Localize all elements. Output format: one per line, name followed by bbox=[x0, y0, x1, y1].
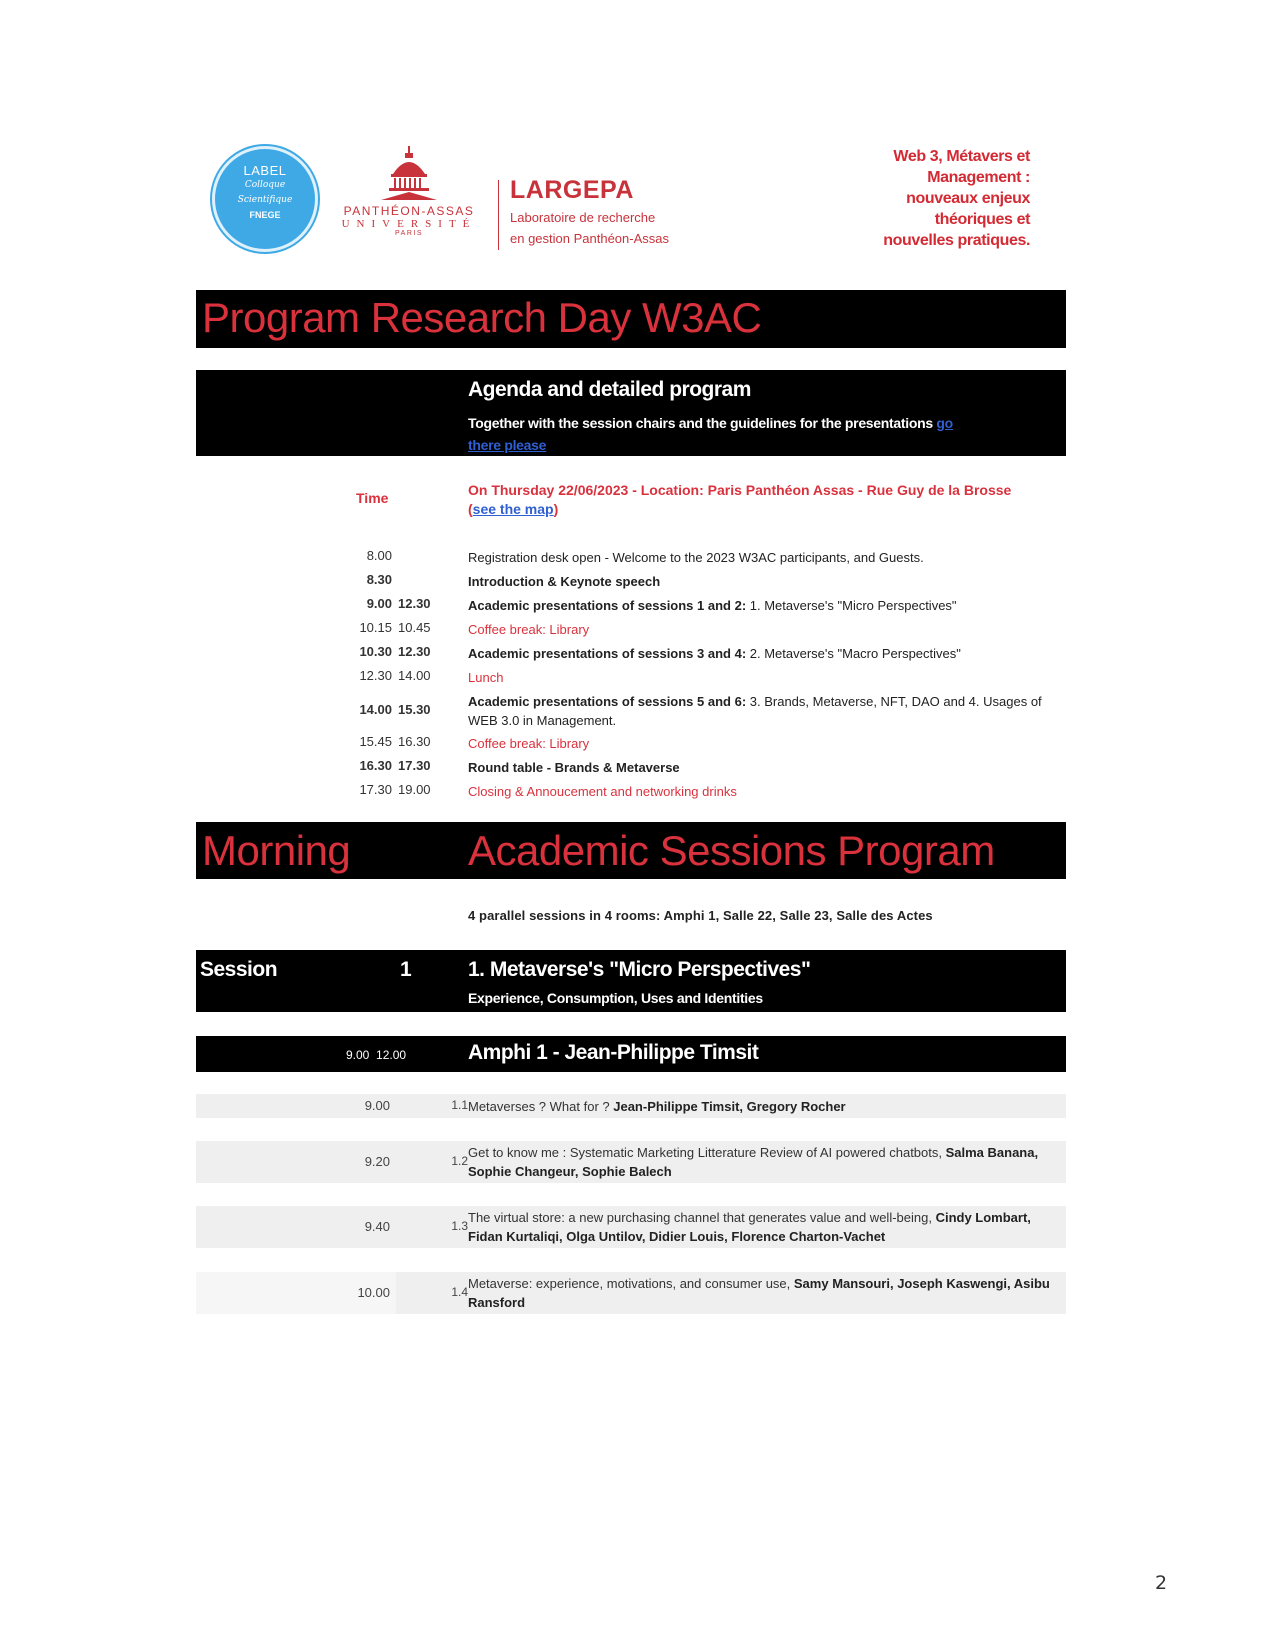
agenda-item-text: Coffee break: Library bbox=[468, 736, 590, 751]
presentation-row bbox=[196, 1272, 1066, 1314]
agenda-item-text: Lunch bbox=[468, 670, 504, 685]
end-time: 15.30 bbox=[398, 702, 431, 717]
agenda-item-text: Coffee break: Library bbox=[468, 622, 590, 637]
presentation-time: 10.00 bbox=[357, 1285, 390, 1300]
start-time: 16.30 bbox=[359, 758, 392, 773]
session-subtitle: Experience, Consumption, Uses and Identities bbox=[468, 990, 763, 1006]
agenda-description: Together with the session chairs and the guidelines for the presentations go there please bbox=[468, 415, 953, 453]
presentation-text: Metaverse: experience, motivations, and consumer use, Samy Mansouri, Joseph Kaswengi, Asibu Ransford bbox=[468, 1276, 1050, 1310]
session-title: 1. Metaverse's "Micro Perspectives" bbox=[468, 958, 811, 981]
agenda-item-text: Academic presentations of sessions 1 and 2: 1. Metaverse's "Micro Perspectives" bbox=[468, 598, 957, 613]
logo-divider bbox=[498, 180, 499, 250]
presentation-number: 1.1 bbox=[451, 1098, 468, 1112]
presentation-row bbox=[196, 1094, 1066, 1118]
session-number: 1 bbox=[400, 958, 412, 981]
start-time: 15.45 bbox=[359, 734, 392, 749]
agenda-header bbox=[196, 370, 1066, 456]
start-time: 17.30 bbox=[359, 782, 392, 797]
page-title: Program Research Day W3AC bbox=[202, 294, 762, 341]
start-time: 10.15 bbox=[359, 620, 392, 635]
start-time: 12.30 bbox=[359, 668, 392, 683]
presentation-number: 1.4 bbox=[451, 1285, 468, 1299]
start-time: 9.00 bbox=[366, 596, 392, 611]
room-name: Amphi 1 - Jean-Philippe Timsit bbox=[468, 1041, 759, 1064]
room-header bbox=[196, 1036, 1066, 1072]
end-time: 14.00 bbox=[398, 668, 431, 683]
morning-sessions-banner bbox=[196, 822, 1066, 879]
presentation-time: 9.40 bbox=[364, 1219, 390, 1234]
largepa-logo: LARGEPA Laboratoire de recherche en gestion Panthéon-Assas bbox=[510, 176, 669, 246]
room-time: 9.00 12.00 bbox=[346, 1048, 407, 1062]
start-time: 8.30 bbox=[366, 572, 392, 587]
academic-sessions-title: Academic Sessions Program bbox=[468, 827, 995, 874]
presentation-time: 9.00 bbox=[364, 1098, 390, 1113]
pantheon-dome-icon bbox=[379, 146, 439, 202]
parallel-sessions-note: 4 parallel sessions in 4 rooms: Amphi 1, Salle 22, Salle 23, Salle des Actes bbox=[468, 908, 933, 923]
conference-title: Web 3, Métavers et Management : nouveaux enjeux théoriques et nouvelles pratiques. bbox=[883, 148, 1030, 249]
end-time: 16.30 bbox=[398, 734, 431, 749]
presentation-row bbox=[196, 1141, 1066, 1183]
page-number: 2 bbox=[1155, 1572, 1168, 1594]
end-time: 17.30 bbox=[398, 758, 431, 773]
presentation-text: Metaverses ? What for ? Jean-Philippe Timsit, Gregory Rocher bbox=[468, 1099, 846, 1114]
end-time: 12.30 bbox=[398, 596, 431, 611]
guidelines-link-continued[interactable]: there please bbox=[468, 437, 547, 453]
start-time: 8.00 bbox=[366, 548, 392, 563]
guidelines-link[interactable]: go bbox=[936, 415, 953, 431]
time-column-header: Time bbox=[356, 490, 389, 506]
agenda-title: Agenda and detailed program bbox=[468, 378, 751, 401]
session-label: Session bbox=[200, 958, 278, 981]
pantheon-assas-logo: PANTHÉON-ASSAS UNIVERSITÉ PARIS bbox=[338, 146, 480, 237]
agenda-item-text: Closing & Annoucement and networking drinks bbox=[468, 784, 737, 799]
agenda-item-text: Academic presentations of sessions 3 and 4: 2. Metaverse's "Macro Perspectives" bbox=[468, 646, 961, 661]
presentation-text: The virtual store: a new purchasing channel that generates value and well-being, Cindy Lombart, Fidan Kurtaliqi, Olga Untilov, Didier Louis, Florence Charton-Vachet bbox=[468, 1210, 1031, 1244]
label-colloque-badge-logo: LABEL Colloque Scientifique FNEGE bbox=[212, 146, 318, 252]
agenda-item-text: Registration desk open - Welcome to the 2023 W3AC participants, and Guests. bbox=[468, 550, 924, 565]
end-time: 19.00 bbox=[398, 782, 431, 797]
fnege-logo: FNEGE bbox=[249, 210, 281, 220]
start-time: 10.30 bbox=[359, 644, 392, 659]
session-header bbox=[196, 950, 1066, 1012]
agenda-item-text: Round table - Brands & Metaverse bbox=[468, 760, 680, 775]
presentation-row bbox=[196, 1206, 1066, 1248]
agenda-item-text: Academic presentations of sessions 5 and 6: 3. Brands, Metaverse, NFT, DAO and 4. Usages of WEB 3.0 in Management. bbox=[468, 694, 1042, 728]
start-time: 14.00 bbox=[359, 702, 392, 717]
agenda-item-text: Introduction & Keynote speech bbox=[468, 574, 661, 589]
morning-label: Morning bbox=[202, 827, 351, 874]
end-time: 10.45 bbox=[398, 620, 431, 635]
end-time: 12.30 bbox=[398, 644, 431, 659]
presentation-number: 1.2 bbox=[451, 1154, 468, 1168]
presentation-text: Get to know me : Systematic Marketing Litterature Review of AI powered chatbots, Salma Banana, Sophie Changeur, Sophie Balech bbox=[468, 1145, 1039, 1179]
date-location-header: On Thursday 22/06/2023 - Location: Paris Panthéon Assas - Rue Guy de la Brosse (see the map) bbox=[468, 482, 1012, 517]
see-the-map-link[interactable]: see the map bbox=[472, 501, 554, 517]
presentation-number: 1.3 bbox=[451, 1219, 468, 1233]
page-title-banner bbox=[196, 290, 1066, 348]
presentation-time: 9.20 bbox=[364, 1154, 390, 1169]
